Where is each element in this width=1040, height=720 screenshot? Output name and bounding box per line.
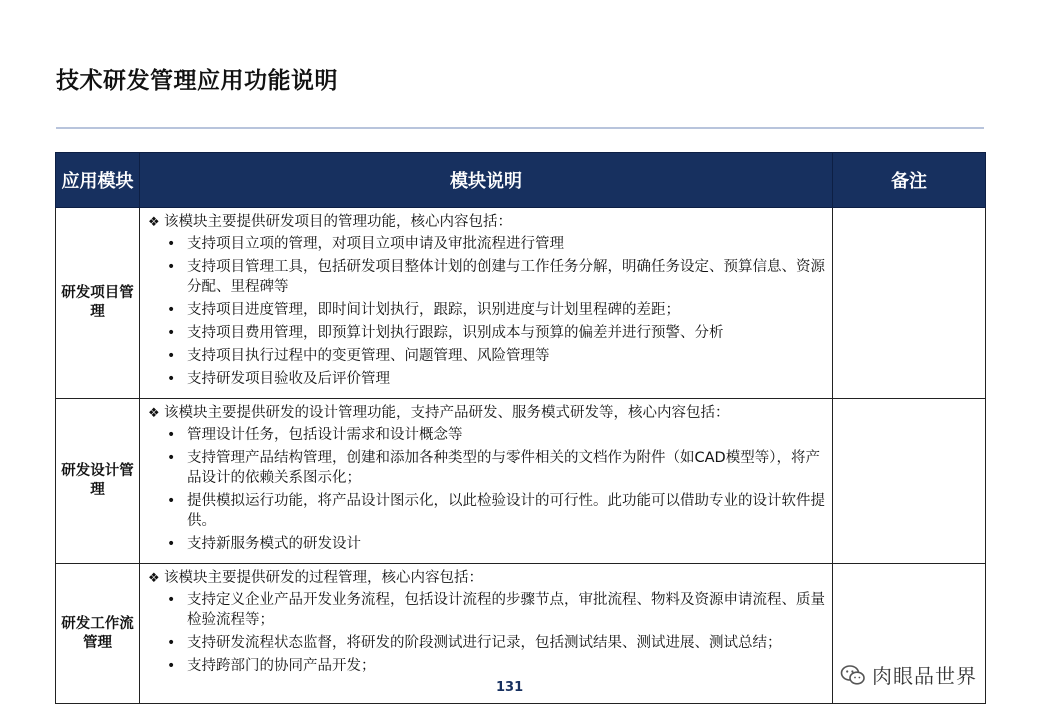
watermark — [840, 660, 977, 689]
note-cell — [833, 208, 986, 399]
list-item-text: 支持项目立项的管理，对项目立项申请及审批流程进行管理 — [187, 236, 564, 252]
module-cell — [56, 399, 140, 564]
list-item — [167, 257, 826, 297]
list-item-text: 支持定义企业产品开发业务流程，包括设计流程的步骤节点，审批流程、物料及资源申请流程、质量检验流程等； — [187, 592, 825, 628]
note-cell — [833, 399, 986, 564]
bullet-icon: • — [167, 536, 176, 552]
module-cell — [56, 564, 140, 704]
list-item-text: 支持项目进度管理，即时间计划执行，跟踪，识别进度与计划里程碑的差距； — [187, 302, 680, 318]
bullet-icon: • — [167, 348, 176, 364]
list-item-text: 管理设计任务，包括设计需求和设计概念等 — [187, 427, 463, 443]
description-intro — [148, 212, 826, 233]
bullet-icon: • — [167, 236, 176, 252]
diamond-bullet-icon: ❖ — [148, 215, 160, 230]
page-title: 技术研发管理应用功能说明 — [56, 68, 338, 94]
table-row — [56, 399, 986, 564]
intro-text: 该模块主要提供研发的设计管理功能，支持产品研发、服务模式研发等，核心内容包括： — [164, 405, 730, 421]
description-intro — [148, 403, 826, 424]
list-item — [167, 491, 826, 531]
list-item-text: 支持项目管理工具，包括研发项目整体计划的创建与工作任务分解，明确任务设定、预算信息、资源分配、里程碑等 — [187, 259, 825, 295]
bullet-icon: • — [167, 259, 176, 275]
list-item — [167, 369, 826, 389]
bullet-icon: • — [167, 450, 176, 466]
intro-text: 该模块主要提供研发的过程管理，核心内容包括： — [164, 570, 483, 586]
header-note: 备注 — [833, 153, 986, 208]
bullet-list — [148, 234, 826, 389]
list-item — [167, 656, 826, 676]
page-number: 131 — [496, 680, 524, 695]
module-name-line2: 管理 — [83, 634, 112, 651]
module-name-line1: 研发工作流 — [61, 615, 134, 632]
list-item — [167, 534, 826, 554]
diamond-bullet-icon: ❖ — [148, 571, 160, 586]
header-description: 模块说明 — [140, 153, 833, 208]
bullet-list — [148, 590, 826, 676]
list-item — [167, 425, 826, 445]
bullet-icon: • — [167, 427, 176, 443]
list-item — [167, 346, 826, 366]
list-item-text: 提供模拟运行功能，将产品设计图示化，以此检验设计的可行性。此功能可以借助专业的设计软件提供。 — [187, 493, 825, 529]
bullet-icon: • — [167, 371, 176, 387]
description-cell — [140, 208, 833, 399]
function-table — [55, 152, 986, 704]
list-item — [167, 300, 826, 320]
module-name-line1: 研发项目管 — [61, 285, 134, 301]
wechat-icon — [840, 662, 866, 688]
bullet-icon: • — [167, 325, 176, 341]
list-item-text: 支持研发项目验收及后评价管理 — [187, 371, 390, 387]
bullet-icon: • — [167, 658, 176, 674]
header-module: 应用模块 — [56, 153, 140, 208]
list-item-text: 支持项目执行过程中的变更管理、问题管理、风险管理等 — [187, 348, 550, 364]
list-item-text: 支持管理产品结构管理，创建和添加各种类型的与零件相关的文档作为附件（如CAD模型等），将产品设计的依赖关系图示化； — [187, 450, 820, 486]
list-item-text: 支持跨部门的协同产品开发； — [187, 658, 376, 674]
bullet-icon: • — [167, 635, 176, 651]
bullet-icon: • — [167, 592, 176, 608]
bullet-icon: • — [167, 302, 176, 318]
list-item-text: 支持新服务模式的研发设计 — [187, 536, 361, 552]
description-cell — [140, 564, 833, 704]
module-name-line2: 理 — [90, 304, 105, 320]
module-name-line2: 理 — [90, 482, 105, 498]
bullet-list — [148, 425, 826, 554]
list-item — [167, 448, 826, 488]
table-header-row — [56, 153, 986, 208]
watermark-text: 肉眼品世界 — [872, 664, 977, 688]
table-row — [56, 208, 986, 399]
list-item — [167, 633, 826, 653]
bullet-icon: • — [167, 493, 176, 509]
list-item — [167, 323, 826, 343]
list-item — [167, 234, 826, 254]
intro-text: 该模块主要提供研发项目的管理功能，核心内容包括： — [164, 214, 512, 230]
list-item — [167, 590, 826, 630]
list-item-text: 支持项目费用管理，即预算计划执行跟踪，识别成本与预算的偏差并进行预警、分析 — [187, 325, 724, 341]
list-item-text: 支持研发流程状态监督，将研发的阶段测试进行记录，包括测试结果、测试进展、测试总结； — [187, 635, 782, 651]
module-name-line1: 研发设计管 — [61, 463, 134, 479]
description-cell — [140, 399, 833, 564]
module-cell — [56, 208, 140, 399]
description-intro — [148, 568, 826, 589]
diamond-bullet-icon: ❖ — [148, 406, 160, 421]
title-divider — [56, 127, 984, 129]
